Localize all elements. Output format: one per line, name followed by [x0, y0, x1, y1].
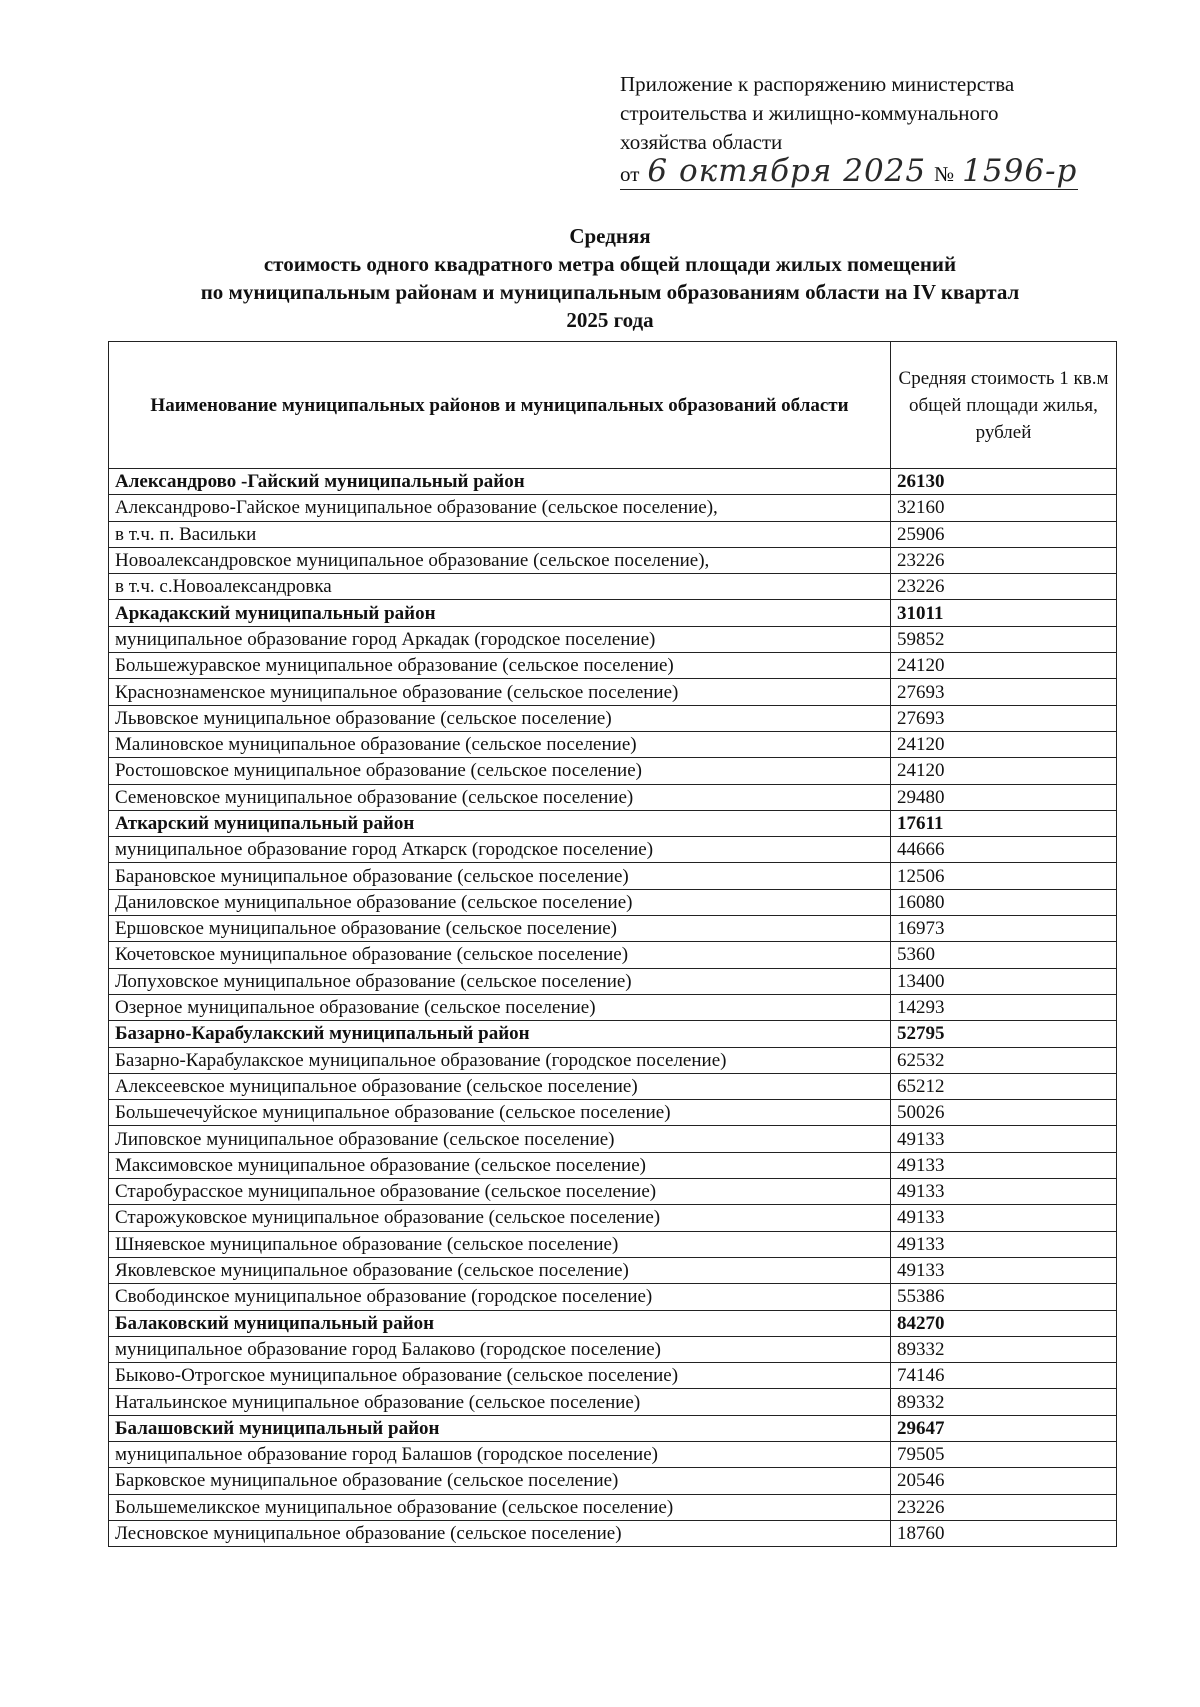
table-row — [109, 1494, 1117, 1520]
table-row — [109, 784, 1117, 810]
title-line-4: 2025 года — [566, 308, 654, 332]
column-header-value: Средняя стоимость 1 кв.м общей площади жилья, рублей — [891, 342, 1117, 469]
price-value: 20546 — [891, 1468, 1117, 1494]
price-value: 62532 — [891, 1047, 1117, 1073]
table-row — [109, 731, 1117, 757]
municipality-name: Старожуковское муниципальное образование (сельское поселение) — [109, 1205, 891, 1231]
price-value: 79505 — [891, 1441, 1117, 1467]
municipality-name: Новоалександровское муниципальное образование (сельское поселение), — [109, 547, 891, 573]
price-value: 55386 — [891, 1284, 1117, 1310]
municipality-name: Старобурасское муниципальное образование (сельское поселение) — [109, 1179, 891, 1205]
price-value: 59852 — [891, 626, 1117, 652]
table-row — [109, 1205, 1117, 1231]
table-row — [109, 1231, 1117, 1257]
price-value: 27693 — [891, 679, 1117, 705]
price-value: 16080 — [891, 889, 1117, 915]
municipality-name: муниципальное образование город Балаково (городское поселение) — [109, 1336, 891, 1362]
municipality-name: в т.ч. п. Васильки — [109, 521, 891, 547]
table-row — [109, 994, 1117, 1020]
municipality-name: Ершовское муниципальное образование (сельское поселение) — [109, 916, 891, 942]
district-name: Базарно-Карабулакский муниципальный район — [109, 1021, 891, 1047]
price-value: 49133 — [891, 1205, 1117, 1231]
price-value: 32160 — [891, 495, 1117, 521]
price-value: 24120 — [891, 758, 1117, 784]
municipality-name: Барановское муниципальное образование (сельское поселение) — [109, 863, 891, 889]
municipality-name: Яковлевское муниципальное образование (сельское поселение) — [109, 1257, 891, 1283]
table-row — [109, 705, 1117, 731]
municipality-name: муниципальное образование город Аркадак (городское поселение) — [109, 626, 891, 652]
municipality-name: Большемеликское муниципальное образование (сельское поселение) — [109, 1494, 891, 1520]
municipality-name: Лопуховское муниципальное образование (сельское поселение) — [109, 968, 891, 994]
municipality-name: Кочетовское муниципальное образование (сельское поселение) — [109, 942, 891, 968]
table-row — [109, 679, 1117, 705]
table-row — [109, 1179, 1117, 1205]
table-row — [109, 1389, 1117, 1415]
district-name: Александрово -Гайский муниципальный район — [109, 469, 891, 495]
number-sign: № — [934, 162, 955, 186]
municipality-name: Большечечуйское муниципальное образование (сельское поселение) — [109, 1100, 891, 1126]
municipality-name: Свободинское муниципальное образование (городское поселение) — [109, 1284, 891, 1310]
price-value: 84270 — [891, 1310, 1117, 1336]
price-value: 52795 — [891, 1021, 1117, 1047]
district-row — [109, 1021, 1117, 1047]
annex-date-line — [620, 153, 1078, 190]
table-row — [109, 863, 1117, 889]
price-value: 89332 — [891, 1389, 1117, 1415]
municipality-name: Натальинское муниципальное образование (сельское поселение) — [109, 1389, 891, 1415]
district-name: Балаковский муниципальный район — [109, 1310, 891, 1336]
table-row — [109, 837, 1117, 863]
price-value: 65212 — [891, 1073, 1117, 1099]
price-value: 13400 — [891, 968, 1117, 994]
table-row — [109, 1336, 1117, 1362]
municipality-name: Львовское муниципальное образование (сельское поселение) — [109, 705, 891, 731]
municipality-name: Базарно-Карабулакское муниципальное образование (городское поселение) — [109, 1047, 891, 1073]
table-row — [109, 916, 1117, 942]
municipality-name: Максимовское муниципальное образование (сельское поселение) — [109, 1152, 891, 1178]
price-value: 27693 — [891, 705, 1117, 731]
price-value: 31011 — [891, 600, 1117, 626]
document-title — [110, 222, 1110, 334]
district-row — [109, 1310, 1117, 1336]
price-value: 16973 — [891, 916, 1117, 942]
price-value: 49133 — [891, 1126, 1117, 1152]
municipality-name: Александрово-Гайское муниципальное образование (сельское поселение), — [109, 495, 891, 521]
price-value: 23226 — [891, 574, 1117, 600]
price-value: 24120 — [891, 731, 1117, 757]
municipality-name: Озерное муниципальное образование (сельское поселение) — [109, 994, 891, 1020]
price-value: 5360 — [891, 942, 1117, 968]
price-value: 25906 — [891, 521, 1117, 547]
municipality-name: муниципальное образование город Аткарск (городское поселение) — [109, 837, 891, 863]
municipality-name: Лесновское муниципальное образование (сельское поселение) — [109, 1520, 891, 1546]
table-row — [109, 521, 1117, 547]
municipality-name: Липовское муниципальное образование (сельское поселение) — [109, 1126, 891, 1152]
title-line-2: стоимость одного квадратного метра общей площади жилых помещений — [263, 252, 957, 276]
table-header-row — [109, 342, 1117, 469]
district-row — [109, 469, 1117, 495]
table-row — [109, 1126, 1117, 1152]
price-value: 49133 — [891, 1231, 1117, 1257]
date-prefix: от — [620, 162, 640, 186]
price-value: 29647 — [891, 1415, 1117, 1441]
handwritten-number: 1596-р — [962, 153, 1078, 189]
title-line-3: по муниципальным районам и муниципальным образованиям области на IV квартал — [200, 280, 1020, 304]
price-value: 26130 — [891, 469, 1117, 495]
district-name: Балашовский муниципальный район — [109, 1415, 891, 1441]
column-header-name: Наименование муниципальных районов и муниципальных образований области — [109, 342, 891, 469]
municipality-name: Семеновское муниципальное образование (сельское поселение) — [109, 784, 891, 810]
district-row — [109, 600, 1117, 626]
price-value: 49133 — [891, 1257, 1117, 1283]
annex-line-2: строительства и жилищно-коммунального — [620, 101, 999, 125]
municipality-name: Барковское муниципальное образование (сельское поселение) — [109, 1468, 891, 1494]
price-value: 49133 — [891, 1152, 1117, 1178]
district-row — [109, 810, 1117, 836]
price-value: 49133 — [891, 1179, 1117, 1205]
annex-line-3: хозяйства области — [620, 130, 783, 154]
price-value: 14293 — [891, 994, 1117, 1020]
municipality-name: Большежуравское муниципальное образование (сельское поселение) — [109, 653, 891, 679]
municipality-name: Даниловское муниципальное образование (сельское поселение) — [109, 889, 891, 915]
price-value: 29480 — [891, 784, 1117, 810]
table-row — [109, 1284, 1117, 1310]
table-row — [109, 889, 1117, 915]
district-name: Аркадакский муниципальный район — [109, 600, 891, 626]
price-value: 23226 — [891, 547, 1117, 573]
table-row — [109, 942, 1117, 968]
table-row — [109, 1468, 1117, 1494]
table-row — [109, 574, 1117, 600]
handwritten-date: 6 октября 2025 — [647, 153, 927, 189]
price-value: 23226 — [891, 1494, 1117, 1520]
price-value: 24120 — [891, 653, 1117, 679]
table-row — [109, 1441, 1117, 1467]
table-row — [109, 1520, 1117, 1546]
municipality-name: Ростошовское муниципальное образование (сельское поселение) — [109, 758, 891, 784]
table-row — [109, 1363, 1117, 1389]
price-table — [108, 341, 1117, 1547]
district-name: Аткарский муниципальный район — [109, 810, 891, 836]
price-value: 17611 — [891, 810, 1117, 836]
table-row — [109, 653, 1117, 679]
annex-line-1: Приложение к распоряжению министерства — [620, 72, 1015, 96]
annex-header — [620, 70, 1100, 190]
table-row — [109, 1073, 1117, 1099]
district-row — [109, 1415, 1117, 1441]
table-row — [109, 1257, 1117, 1283]
price-value: 18760 — [891, 1520, 1117, 1546]
table-row — [109, 495, 1117, 521]
price-value: 89332 — [891, 1336, 1117, 1362]
table-row — [109, 1047, 1117, 1073]
municipality-name: Быково-Отрогское муниципальное образование (сельское поселение) — [109, 1363, 891, 1389]
price-value: 50026 — [891, 1100, 1117, 1126]
table-row — [109, 758, 1117, 784]
table-row — [109, 1100, 1117, 1126]
price-value: 74146 — [891, 1363, 1117, 1389]
municipality-name: Краснознаменское муниципальное образование (сельское поселение) — [109, 679, 891, 705]
municipality-name: муниципальное образование город Балашов (городское поселение) — [109, 1441, 891, 1467]
municipality-name: Алексеевское муниципальное образование (сельское поселение) — [109, 1073, 891, 1099]
municipality-name: в т.ч. с.Новоалександровка — [109, 574, 891, 600]
table-body — [109, 469, 1117, 1547]
title-line-1: Средняя — [569, 224, 651, 248]
municipality-name: Малиновское муниципальное образование (сельское поселение) — [109, 731, 891, 757]
table-row — [109, 547, 1117, 573]
table-row — [109, 1152, 1117, 1178]
price-value: 44666 — [891, 837, 1117, 863]
price-value: 12506 — [891, 863, 1117, 889]
municipality-name: Шняевское муниципальное образование (сельское поселение) — [109, 1231, 891, 1257]
table-row — [109, 968, 1117, 994]
table-row — [109, 626, 1117, 652]
